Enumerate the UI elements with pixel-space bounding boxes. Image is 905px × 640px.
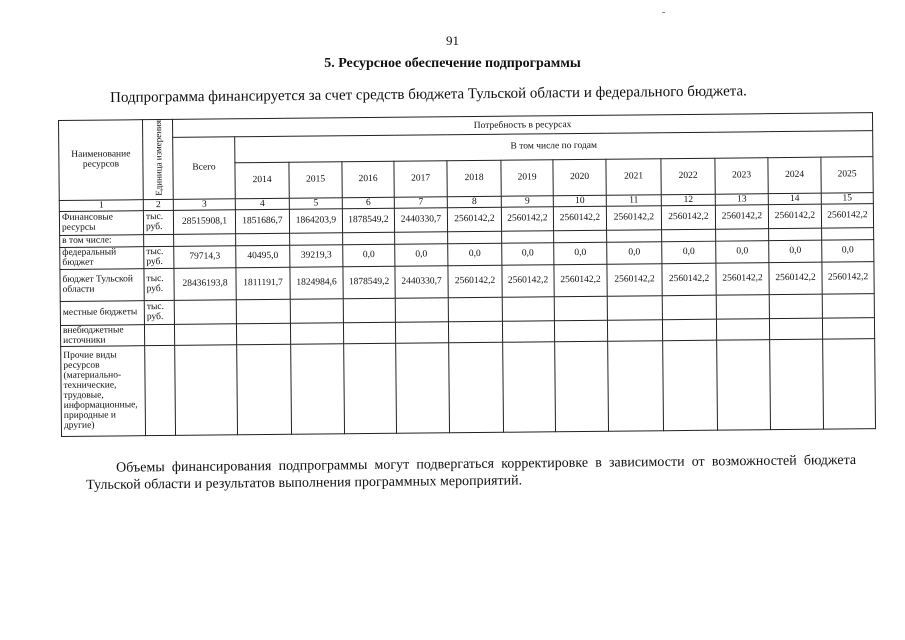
row-value (716, 318, 769, 340)
header-name: Наименование ресурсов (59, 120, 144, 201)
column-number: 14 (768, 193, 821, 205)
footer-paragraph: Объемы финансирования подпрограммы могут подвергаться корректировке в зависимости от возможностей бюджета Тульской области и результатов выполнения программных мероприятий. (86, 452, 857, 493)
row-value (502, 321, 554, 342)
row-value: 2560142,2 (661, 205, 715, 230)
row-value (449, 342, 504, 433)
row-name: Прочие виды ресурсов (материально-технические, трудовые, информационные, природные и другие) (61, 345, 146, 436)
row-value: 0,0 (662, 241, 716, 264)
row-value: 2560142,2 (821, 203, 873, 227)
row-value: 2560142,2 (447, 207, 501, 232)
row-value: 2560142,2 (553, 206, 606, 231)
row-value (502, 231, 554, 243)
row-value (290, 233, 343, 246)
row-total (174, 300, 236, 325)
header-year: 2024 (768, 157, 821, 194)
resource-table-wrapper (58, 112, 876, 437)
header-unit-text: Единица измерения (152, 119, 164, 196)
row-total: 79714,3 (174, 246, 236, 269)
row-value (503, 342, 556, 432)
row-value (769, 294, 822, 319)
column-number: 3 (173, 199, 235, 211)
row-unit: тыс. руб. (144, 268, 174, 300)
header-year: 2015 (289, 162, 342, 199)
row-unit: тыс. руб. (144, 246, 174, 268)
column-number: 8 (447, 196, 501, 208)
row-value (236, 323, 290, 345)
row-unit (144, 234, 174, 246)
row-name: в том числе: (60, 234, 144, 247)
row-value (822, 293, 874, 317)
row-value: 2440330,7 (394, 208, 447, 233)
row-value: 2560142,2 (716, 262, 769, 295)
row-value (770, 339, 824, 430)
column-number: 6 (342, 197, 394, 208)
row-name: федеральный бюджет (60, 246, 144, 269)
row-value (236, 233, 290, 246)
row-value (290, 323, 343, 345)
row-unit (145, 345, 176, 435)
row-value (291, 344, 345, 435)
row-name: Финансовые ресурсы (59, 210, 143, 235)
row-value: 2440330,7 (395, 266, 448, 299)
header-year: 2019 (501, 160, 553, 196)
row-value (554, 296, 607, 321)
row-value (396, 343, 450, 434)
row-unit: тыс. руб. (143, 210, 173, 234)
row-value (608, 341, 664, 432)
row-value (237, 344, 292, 435)
header-unit (143, 119, 174, 199)
row-value: 2560142,2 (606, 206, 661, 231)
row-value (344, 343, 397, 433)
row-value (448, 231, 502, 244)
row-value: 2560142,2 (554, 264, 607, 297)
row-value: 0,0 (822, 239, 874, 261)
column-number: 7 (394, 197, 447, 209)
intro-paragraph: Подпрограмма финансируется за счет средств бюджета Тульской области и федерального бюджета. (110, 83, 747, 106)
header-year: 2020 (553, 159, 606, 196)
column-number: 11 (606, 195, 661, 207)
column-number: 4 (235, 198, 289, 210)
header-year: 2021 (606, 159, 661, 196)
header-need: Потребность в ресурсах (172, 113, 872, 138)
row-value: 2560142,2 (715, 204, 768, 229)
header-year: 2025 (821, 156, 873, 192)
row-value: 1864203,9 (289, 209, 342, 234)
row-value: 2560142,2 (769, 262, 822, 295)
row-value: 0,0 (448, 243, 502, 266)
row-value (822, 317, 874, 338)
row-value (607, 296, 662, 321)
row-unit: тыс. руб. (144, 300, 174, 324)
row-value: 2560142,2 (501, 207, 553, 231)
row-value (448, 321, 502, 343)
header-total: Всего (173, 137, 236, 199)
row-value (662, 229, 716, 242)
row-value: 2560142,2 (502, 265, 554, 297)
row-value (717, 339, 771, 430)
row-value: 0,0 (769, 240, 822, 263)
header-year: 2014 (235, 162, 289, 199)
row-unit (144, 324, 174, 345)
page-number: 91 (446, 33, 459, 48)
section-title: 5. Ресурсное обеспечение подпрограммы (324, 56, 581, 71)
row-value (236, 299, 290, 324)
row-value (343, 232, 395, 244)
row-value (395, 298, 448, 323)
row-value: 1878549,2 (343, 266, 395, 298)
row-value (769, 318, 822, 340)
header-year: 2022 (661, 158, 715, 195)
table-body (59, 203, 875, 436)
row-value: 0,0 (395, 244, 448, 267)
column-number: 13 (715, 193, 768, 205)
header-byyear: В том числе по годам (235, 131, 873, 163)
row-value: 0,0 (716, 240, 769, 263)
row-value (662, 319, 716, 341)
column-number: 5 (289, 198, 342, 210)
row-value (343, 322, 395, 343)
header-year: 2018 (447, 160, 501, 197)
row-value: 2560142,2 (662, 263, 716, 296)
row-name: внебюджетные источники (60, 324, 144, 346)
row-value: 0,0 (343, 244, 395, 266)
column-number: 1 (59, 199, 143, 211)
row-total (174, 324, 236, 346)
row-value (662, 295, 716, 320)
scan-speck (662, 12, 665, 13)
row-total (174, 234, 236, 247)
row-value (395, 232, 448, 245)
row-value (716, 228, 769, 241)
row-value (502, 297, 554, 321)
header-year: 2023 (715, 157, 768, 194)
row-total: 28436193,8 (174, 268, 236, 301)
header-year: 2016 (342, 161, 394, 197)
row-name: местные бюджеты (60, 300, 144, 325)
row-total (175, 345, 238, 436)
table-row (61, 338, 876, 436)
row-value: 1811191,7 (236, 267, 290, 300)
row-value: 40495,0 (236, 245, 290, 268)
row-value (554, 230, 607, 243)
row-value (448, 297, 502, 322)
row-value: 39219,3 (290, 245, 343, 268)
row-value (716, 294, 769, 319)
row-name: бюджет Тульской области (60, 268, 144, 301)
row-value: 2560142,2 (448, 265, 502, 298)
row-value (607, 320, 662, 342)
row-value (769, 228, 822, 241)
row-value (343, 298, 395, 322)
row-value: 2560142,2 (768, 204, 821, 229)
column-number: 10 (553, 195, 606, 207)
row-value: 1851686,7 (235, 209, 289, 234)
row-value (607, 230, 662, 243)
column-number: 15 (821, 192, 873, 203)
column-number: 12 (661, 194, 715, 206)
row-value (663, 340, 718, 431)
row-value (823, 338, 876, 428)
row-value: 2560142,2 (822, 261, 874, 293)
row-value: 2560142,2 (607, 264, 662, 297)
resource-table (58, 112, 876, 437)
column-number: 9 (501, 196, 553, 207)
row-value: 1824984,6 (290, 267, 343, 300)
row-value: 0,0 (502, 243, 554, 265)
row-value: 0,0 (607, 242, 662, 265)
row-value (554, 320, 607, 342)
row-value: 0,0 (554, 242, 607, 265)
row-value (555, 341, 609, 432)
header-year: 2017 (394, 161, 447, 198)
row-value: 1878549,2 (342, 208, 394, 232)
row-total: 28515908,1 (173, 210, 235, 235)
column-number: 2 (143, 199, 173, 210)
row-value (395, 322, 448, 344)
row-value (290, 299, 343, 324)
row-value (822, 227, 874, 239)
